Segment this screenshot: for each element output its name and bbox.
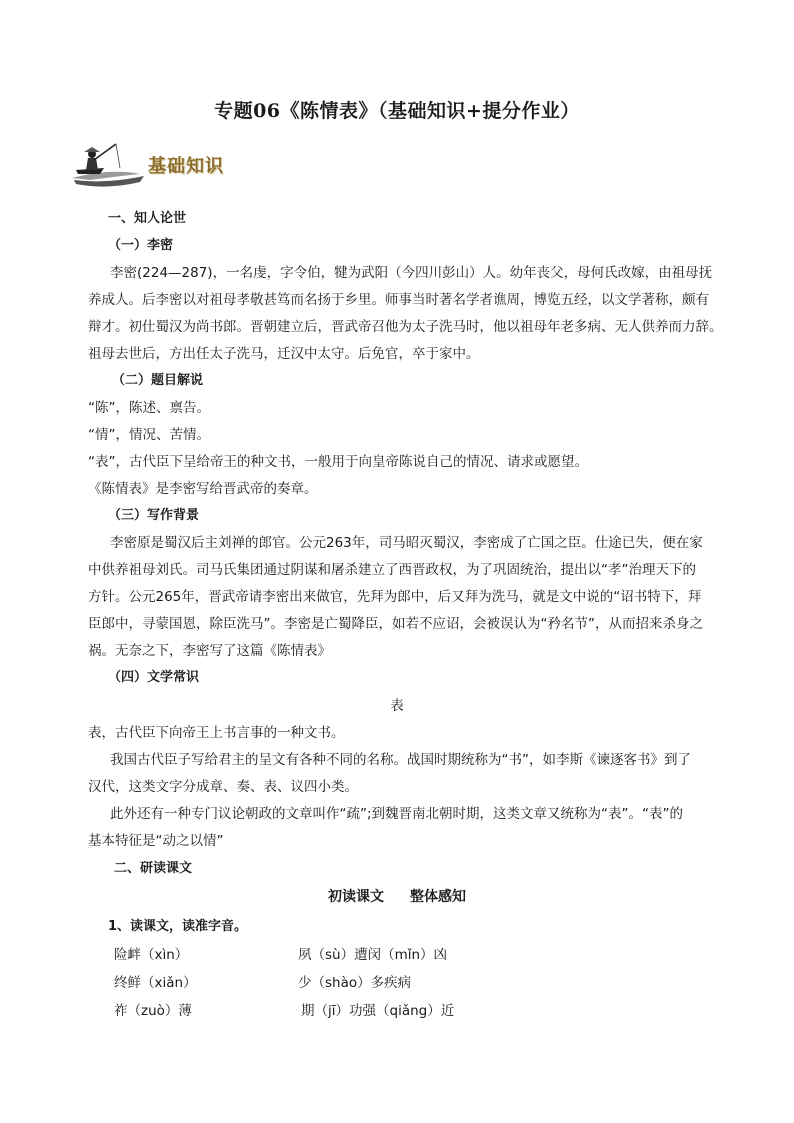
paragraph-line: 祖母去世后，方出任太子洗马，迁汉中太守。后免官，卒于家中。	[88, 346, 480, 362]
document-title: 专题06《陈情表》（基础知识+提分作业）	[214, 100, 580, 122]
pinyin-item: 险衅（xìn）	[114, 947, 189, 963]
banner-label: 基础知识	[148, 156, 224, 177]
paragraph-line: “情”，情况、苦情。	[88, 427, 210, 443]
paragraph-line: 表，古代臣下向帝王上书言事的一种文书。	[88, 725, 345, 741]
paragraph-line: 基本特征是“动之以情”	[88, 833, 224, 849]
pinyin-item: 期（jī）功强（qiǎng）近	[301, 1003, 455, 1019]
subsection-heading: （三）写作背景	[108, 508, 200, 523]
paragraph-line: “陈”，陈述、禀告。	[88, 400, 210, 416]
paragraph-line: 祸。无奈之下，李密写了这篇《陈情表》	[88, 643, 331, 659]
paragraph-line: 《陈情表》是李密写给晋武帝的奏章。	[88, 481, 318, 497]
reading-subtitle	[0, 886, 794, 906]
reading-subtitle-right: 整体感知	[410, 889, 466, 905]
task-heading: 1、读课文，读准字音。	[108, 919, 248, 934]
pinyin-item: 终鲜（xiǎn）	[114, 975, 197, 991]
paragraph-line: 养成人。后李密以对祖母孝敬甚笃而名扬于乡里。师事当时著名学者谯周，博览五经，以文学著称，颇有	[88, 292, 709, 308]
paragraph-line: “表”，古代臣下呈给帝王的种文书，一般用于向皇帝陈说自己的情况、请求或愿望。	[88, 454, 588, 470]
paragraph-line: 李密(224—287)，一名虔，字令伯，犍为武阳（今四川彭山）人。幼年丧父，母何氏改嫁，由祖母抚	[110, 265, 713, 281]
subsection-heading: （二）题目解说	[112, 373, 204, 388]
centered-term: 表	[390, 698, 404, 714]
paragraph-line: 臣郎中，寻蒙国恩，除臣洗马”。李密是亡蜀降臣，如若不应诏，会被误认为“矜名节”，从而招来杀身之	[88, 616, 703, 632]
paragraph-line: 中供养祖母刘氏。司马氏集团通过阴谋和屠杀建立了西晋政权，为了巩固统治，提出以“孝”治理天下的	[88, 562, 696, 578]
paragraph-line: 辩才。初仕蜀汉为尚书郎。晋朝建立后，晋武帝召他为太子洗马时，他以祖母年老多病、无人供养而力辞。	[88, 319, 723, 335]
section-heading: 二、研读课文	[114, 861, 193, 876]
reading-subtitle-left: 初读课文	[328, 889, 384, 905]
pinyin-item: 祚（zuò）薄	[114, 1003, 192, 1019]
subsection-heading: （四）文学常识	[108, 670, 200, 685]
pinyin-item: 夙（sù）遭闵（mǐn）凶	[298, 947, 448, 963]
section-heading: 一、知人论世	[108, 211, 187, 226]
paragraph-line: 方针。公元265年，晋武帝请李密出来做官，先拜为郎中，后又拜为洗马，就是文中说的“诏书特下，拜	[88, 589, 702, 605]
paragraph-line: 我国古代臣子写给君主的呈文有各种不同的名称。战国时期统称为“书”，如李斯《谏逐客书》到了	[110, 752, 691, 768]
pinyin-item: 少（shào）多疾病	[298, 975, 412, 991]
paragraph-line: 此外还有一种专门议论朝政的文章叫作“疏”;到魏晋南北朝时期，这类文章又统称为“表”。“表”的	[110, 806, 684, 822]
section-banner	[70, 138, 290, 192]
subsection-heading: （一）李密	[108, 238, 174, 253]
paragraph-line: 汉代，这类文字分成章、奏、表、议四小类。	[88, 779, 358, 795]
paragraph-line: 李密原是蜀汉后主刘禅的郎官。公元263年，司马昭灭蜀汉，李密成了亡国之臣。仕途已失，便在家	[110, 535, 703, 551]
